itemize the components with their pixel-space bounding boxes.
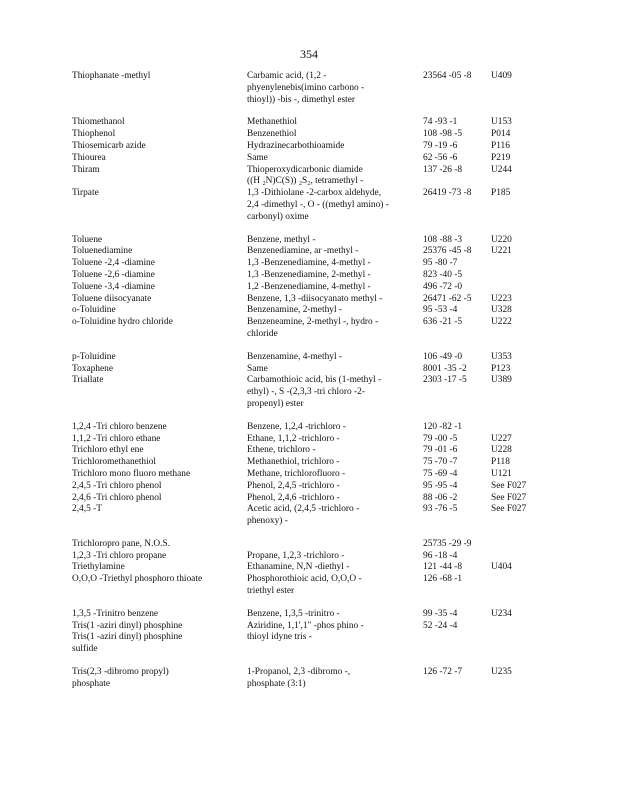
cas-number: 126 -68 -1 (423, 574, 463, 585)
cas-number: 120 -82 -1 (423, 421, 463, 432)
table-row (72, 282, 542, 294)
cas-number: 137 -26 -8 (423, 164, 463, 175)
table-row (72, 551, 542, 563)
chemical-name: Toluene (72, 234, 103, 245)
cas-number: 79 -00 -5 (423, 433, 458, 444)
cas-number: 25376 -45 -8 (423, 246, 472, 257)
chemical-synonym (247, 539, 423, 551)
chemical-name: Thiophenol (72, 129, 116, 140)
cas-number: 88 -06 -2 (423, 492, 458, 503)
page-number: 354 (300, 47, 318, 61)
chemical-synonym: Phenol, 2,4,5 -trichloro - (247, 480, 340, 491)
waste-code: U223 (491, 293, 512, 304)
cas-number: 23564 -05 -8 (423, 71, 472, 81)
chemical-synonym: Same (247, 363, 268, 374)
table-row (72, 469, 542, 481)
chemical-synonym: Phosphorothioic acid, O,O,O - triethyl ester (247, 574, 362, 597)
chemical-name: 1,1,2 -Tri chloro ethane (72, 433, 161, 444)
chemical-synonym: Methane, trichlorofluoro - (247, 468, 346, 479)
cas-number: 823 -40 -5 (423, 269, 463, 280)
chemical-name: Thiophanate -methyl (72, 71, 151, 81)
waste-code: U222 (491, 317, 512, 328)
table-row (72, 422, 542, 434)
cas-number: 106 -49 -0 (423, 351, 463, 362)
chemical-name: 1,3,5 -Trinitro benzene (72, 608, 159, 619)
cas-number: 636 -21 -5 (423, 317, 463, 328)
table-row (72, 294, 542, 306)
cas-number: 126 -72 -7 (423, 667, 463, 678)
chemical-synonym: Benzeneamine, 2-methyl -, hydro - chloride (247, 317, 379, 339)
table-row (72, 667, 542, 691)
chemical-name: Toxaphene (72, 363, 113, 374)
chemical-synonym: Carbamic acid, (1,2 - phyenylenebis(imino carbono - thioyl)) -bis -, dimethyl ester (247, 71, 365, 105)
chemical-name: Triallate (72, 375, 104, 386)
cas-number: 75 -69 -4 (423, 468, 458, 479)
chemical-name: Tris(2,3 -dibromo propyl) phosphate (72, 667, 169, 689)
cas-number: 75 -70 -7 (423, 457, 458, 468)
waste-code: U389 (491, 375, 512, 386)
chemical-name: Thiosemicarb azide (72, 140, 146, 151)
chemical-synonym: Phenol, 2,4,6 -trichloro - (247, 492, 340, 503)
table-row (72, 153, 542, 165)
chemical-name: O,O,O -Triethyl phosphoro thioate (72, 574, 203, 585)
chemical-name: 1,2,4 -Tri chloro benzene (72, 421, 167, 432)
chemical-name: Toluenediamine (72, 246, 133, 257)
chemical-name: Triethylamine (72, 562, 125, 573)
waste-code (491, 621, 542, 656)
table-row (72, 317, 542, 341)
chemical-synonym: Benzene, methyl - (247, 234, 316, 245)
chemical-synonym: Benzene, 1,3 -diisocyanato methyl - (247, 293, 383, 304)
chemical-synonym: Ethanamine, N,N -diethyl - (247, 562, 350, 573)
cas-number: 2303 -17 -5 (423, 375, 467, 386)
chemical-table (72, 71, 542, 691)
table-row (72, 457, 542, 469)
waste-code: See F027 (491, 492, 527, 503)
table-row (72, 352, 542, 364)
table-row (72, 609, 542, 621)
chemical-name: Trichloromethanethiol (72, 457, 157, 468)
chemical-name: Trichloropro pane, N.O.S. (72, 538, 171, 549)
table-row (72, 305, 542, 317)
chemical-synonym: Hydrazinecarbothioamide (247, 140, 345, 151)
waste-code: U353 (491, 351, 512, 362)
waste-code: U228 (491, 445, 512, 456)
waste-code (491, 574, 542, 598)
table-row (72, 481, 542, 493)
chemical-name: 1,2,3 -Tri chloro propane (72, 550, 167, 561)
waste-code: U328 (491, 305, 512, 316)
waste-code: P116 (491, 140, 510, 151)
chemical-name: Tirpate (72, 188, 99, 199)
chemical-name: Toluene -3,4 -diamine (72, 281, 155, 292)
chemical-name: Trichloro mono fluoro methane (72, 468, 191, 479)
table-row (72, 562, 542, 574)
cas-number: 25735 -29 -9 (423, 538, 472, 549)
table-row (72, 493, 542, 505)
chemical-name: Thiomethanol (72, 117, 125, 128)
waste-code (491, 270, 542, 282)
cas-number: 52 -24 -4 (423, 620, 458, 631)
waste-code: U121 (491, 468, 512, 479)
chemical-name: o-Toluidine hydro chloride (72, 317, 173, 328)
table-row (72, 188, 542, 223)
cas-number: 99 -35 -4 (423, 608, 458, 619)
table-row (72, 235, 542, 247)
chemical-synonym: 1,3 -Dithiolane -2-carbox aldehyde, 2,4 -dimethyl -, O - ((methyl amino) - carbonyl) oxime (247, 188, 389, 222)
waste-code: P118 (491, 457, 510, 468)
chemical-synonym: Methanethiol (247, 117, 297, 128)
waste-code: U244 (491, 164, 512, 175)
waste-code: U153 (491, 117, 512, 128)
table-row (72, 434, 542, 446)
waste-code (491, 539, 542, 551)
waste-code: U227 (491, 433, 512, 444)
cas-number: 74 -93 -1 (423, 117, 458, 128)
chemical-name: 2,4,6 -Tri chloro phenol (72, 492, 162, 503)
chemical-synonym: 1,3 -Benzenediamine, 2-methyl - (247, 269, 371, 280)
chemical-synonym: Benzenamine, 2-methyl - (247, 305, 343, 316)
waste-code: P185 (491, 188, 511, 199)
chemical-synonym: Thioperoxydicarbonic diamide ((H ₂N)C(S)) ₂S₂, tetramethyl - (247, 164, 364, 187)
chemical-name: Trichloro ethyl ene (72, 445, 144, 456)
cas-number: 496 -72 -0 (423, 281, 463, 292)
table-row (72, 445, 542, 457)
cas-number: 95 -53 -4 (423, 305, 458, 316)
chemical-synonym: Acetic acid, (2,4,5 -trichloro - phenoxy) - (247, 504, 360, 527)
waste-code (491, 422, 542, 434)
chemical-synonym: Ethane, 1,1,2 -trichloro - (247, 433, 340, 444)
cas-number: 79 -19 -6 (423, 140, 458, 151)
chemical-name: o-Toluidine (72, 305, 116, 316)
waste-code: U220 (491, 234, 512, 245)
table-row (72, 539, 542, 551)
waste-code: See F027 (491, 480, 527, 491)
chemical-synonym: 1,3 -Benzenediamine, 4-methyl - (247, 258, 371, 269)
chemical-synonym: Benzene, 1,3,5 -trinitro - (247, 608, 340, 619)
table-row (72, 504, 542, 528)
cas-number: 121 -44 -8 (423, 562, 463, 573)
table-row (72, 165, 542, 189)
chemical-name: Toluene -2,4 -diamine (72, 258, 155, 269)
waste-code: U221 (491, 246, 512, 257)
waste-code (491, 282, 542, 294)
waste-code: U234 (491, 608, 512, 619)
table-row (72, 141, 542, 153)
chemical-name: Thiourea (72, 152, 106, 163)
chemical-name: p-Toluidine (72, 351, 116, 362)
chemical-synonym: Benzene, 1,2,4 -trichloro - (247, 421, 346, 432)
cas-number: 108 -88 -3 (423, 234, 463, 245)
table-row (72, 117, 542, 129)
chemical-name: Thiram (72, 164, 100, 175)
waste-code: See F027 (491, 504, 527, 515)
chemical-synonym: 1,2 -Benzenediamine, 4-methyl - (247, 281, 371, 292)
cas-number: 108 -98 -5 (423, 129, 463, 140)
waste-code: P123 (491, 363, 511, 374)
chemical-synonym: Same (247, 152, 268, 163)
cas-number: 26471 -62 -5 (423, 293, 472, 304)
chemical-name: 2,4,5 -T (72, 504, 102, 515)
waste-code: U404 (491, 562, 512, 573)
waste-code: P014 (491, 129, 511, 140)
table-row (72, 129, 542, 141)
chemical-synonym: Benzenediamine, ar -methyl - (247, 246, 359, 257)
chemical-synonym: Carbamothioic acid, bis (1-methyl - ethyl) -, S -(2,3,3 -tri chloro -2- propenyl) ester (247, 375, 382, 409)
waste-code: U235 (491, 667, 512, 678)
table-row (72, 621, 542, 656)
table-row (72, 71, 542, 106)
cas-number: 95 -80 -7 (423, 258, 458, 269)
table-row (72, 574, 542, 598)
chemical-synonym: Methanethiol, trichloro - (247, 457, 340, 468)
waste-code: P219 (491, 152, 511, 163)
chemical-synonym: Ethene, trichloro - (247, 445, 316, 456)
chemical-name: Tris(1 -aziri dinyl) phosphine Tris(1 -aziri dinyl) phosphine sulfide (72, 620, 183, 655)
table-row (72, 258, 542, 270)
waste-code (491, 258, 542, 270)
chemical-synonym: 1-Propanol, 2,3 -dibromo -, phosphate (3:1) (247, 667, 351, 689)
chemical-name: Toluene diisocyanate (72, 293, 152, 304)
table-row (72, 246, 542, 258)
cas-number: 62 -56 -6 (423, 152, 458, 163)
table-row (72, 364, 542, 376)
waste-code: U409 (491, 71, 512, 81)
waste-code (491, 551, 542, 563)
cas-number: 8001 -35 -2 (423, 363, 467, 374)
cas-number: 93 -76 -5 (423, 504, 458, 515)
table-row (72, 270, 542, 282)
chemical-name: 2,4,5 -Tri chloro phenol (72, 480, 162, 491)
chemical-synonym: Propane, 1,2,3 -trichloro - (247, 550, 345, 561)
chemical-synonym: Benzenethiol (247, 129, 297, 140)
chemical-name: Toluene -2,6 -diamine (72, 269, 155, 280)
cas-number: 26419 -73 -8 (423, 188, 472, 199)
table-row (72, 375, 542, 410)
chemical-synonym: Benzenamine, 4-methyl - (247, 351, 343, 362)
cas-number: 79 -01 -6 (423, 445, 458, 456)
cas-number: 95 -95 -4 (423, 480, 458, 491)
cas-number: 96 -18 -4 (423, 550, 458, 561)
chemical-synonym: Aziridine, 1,1',1" -phos phino - thioyl idyne tris - (247, 620, 364, 643)
